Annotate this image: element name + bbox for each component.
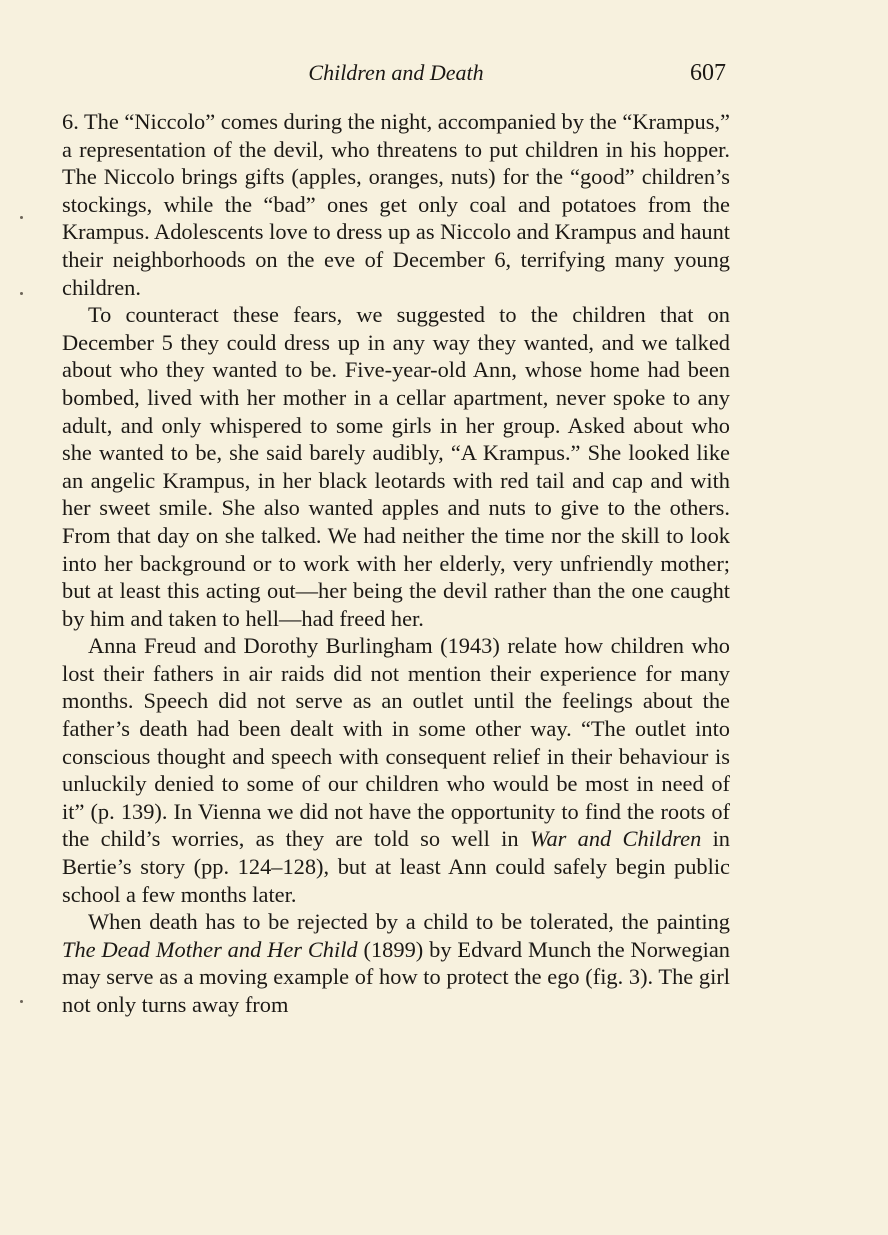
- margin-speck: [20, 216, 23, 219]
- text-segment: To counteract these fears, we suggested to the children that on December 5 they could dress up in any way they wanted, and we talked about who they wanted to be. Five-year-old Ann, whose home had been bombed, lived with her mother in a cellar apartment, never spoke to any adult, and only whispered to some girls in her group. Asked about who she wanted to be, she said barely audibly, “A Krampus.” She looked like an angelic Krampus, in her black leotards with red tail and cap and with her sweet smile. She also wanted apples and nuts to give to the others. From that day on she talked. We had neither the time nor the skill to look into her background or to work with her elderly, very unfriendly mother; but at least this acting out—her being the devil rather than the one caught by him and taken to hell—had freed her.: [62, 302, 730, 631]
- paragraph-freud-burlingham: [62, 632, 730, 908]
- text-segment: Anna Freud and Dorothy Burlingham (1943) relate how children who lost their fathers in air raids did not mention their experience for many months. Speech did not serve as an outlet until the feelings about the father’s death had been dealt with in some other way. “The outlet into conscious thought and speech with consequent relief in their behaviour is unluckily denied to some of our children who would be most in need of it” (p. 139). In Vienna we did not have the opportunity to find the roots of the child’s worries, as they are told so well in: [62, 633, 730, 852]
- painting-title-italic: The Dead Mother and Her Child: [62, 936, 358, 962]
- page-number: 607: [690, 60, 726, 86]
- text-segment: When death has to be rejected by a child to be tolerated, the painting: [88, 909, 730, 935]
- body-text: [62, 108, 730, 1019]
- running-head: [62, 58, 730, 88]
- text-segment: 6. The “Niccolo” comes during the night, accompanied by the “Krampus,” a representation of the devil, who threatens to put children in his hopper. The Niccolo brings gifts (apples, oranges, nuts) for the “good” children’s stockings, while the “bad” ones get only coal and potatoes from the Krampus. Adolescents love to dress up as Niccolo and Krampus and haunt their neighborhoods on the eve of December 6, terrifying many young children.: [62, 109, 730, 300]
- paragraph-ann-krampus: [62, 301, 730, 632]
- paragraph-munch-painting: [62, 908, 730, 1018]
- text-segment: in Bertie’s story (pp. 124–128), but at least Ann could safely begin public school a few months later.: [62, 826, 730, 907]
- margin-speck: [20, 292, 23, 295]
- book-title-italic: War and Children: [529, 826, 702, 852]
- running-title: Children and Death: [308, 60, 484, 85]
- margin-speck: [20, 1000, 23, 1003]
- text-segment: (1899) by Edvard Munch the Norwegian may serve as a moving example of how to protect the ego (fig. 3). The girl not only turns away from: [62, 936, 730, 1017]
- paragraph-footnote-6: [62, 108, 730, 301]
